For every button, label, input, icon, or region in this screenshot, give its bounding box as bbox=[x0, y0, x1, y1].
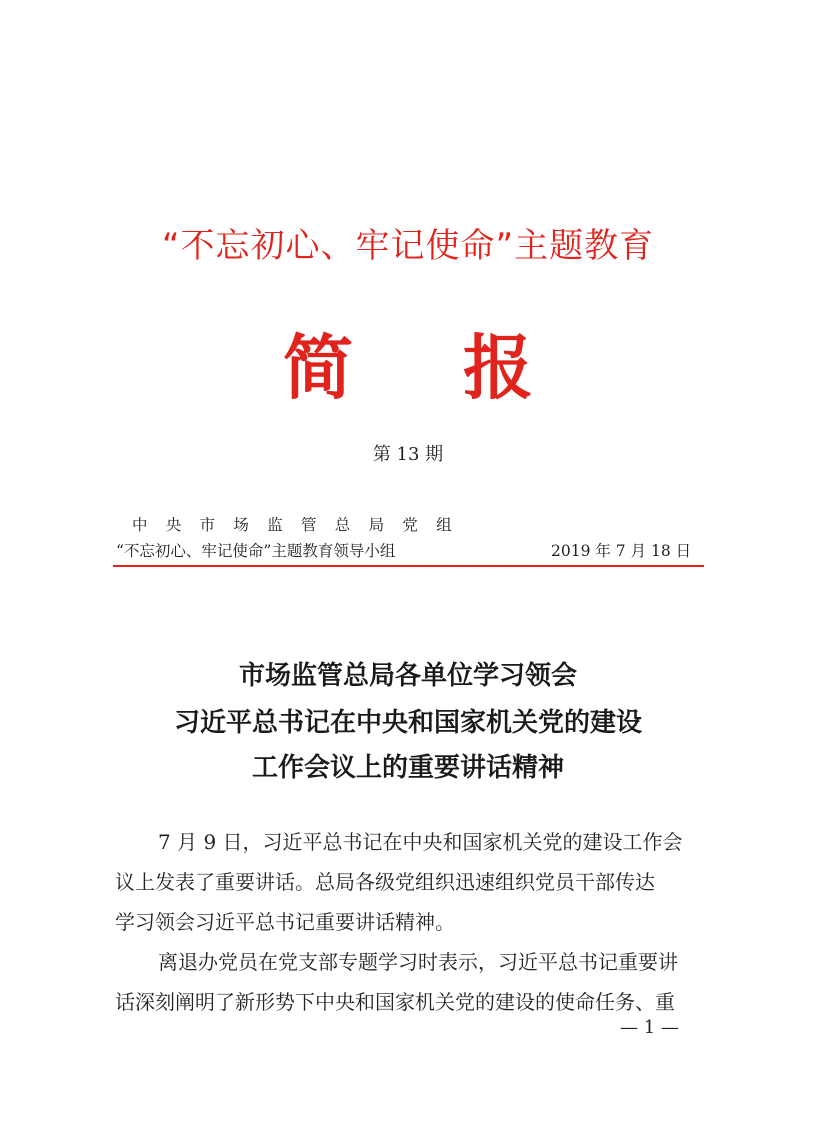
body-line-4: 离退办党员在党支部专题学习时表示，习近平总书记重要讲 bbox=[158, 950, 678, 974]
issuer-line-1: 中央市场监管总局党组 bbox=[132, 516, 471, 534]
body-line-3: 学习领会习近平总书记重要讲话精神。 bbox=[115, 910, 455, 934]
page-number: — 1 — bbox=[620, 1017, 679, 1038]
issue-number: 第 13 期 bbox=[372, 444, 444, 465]
body-line-2: 议上发表了重要讲话。总局各级党组织迅速组织党员干部传达 bbox=[115, 870, 655, 894]
issuer-line-2: “不忘初心、牢记使命”主题教育领导小组 bbox=[116, 542, 396, 560]
bulletin-title bbox=[0, 312, 816, 413]
article-headline-line-1: 市场监管总局各单位学习领会 bbox=[238, 661, 577, 691]
body-line-5: 话深刻阐明了新形势下中央和国家机关党的建设的使命任务、重 bbox=[115, 990, 675, 1014]
header-divider bbox=[113, 565, 704, 567]
body-line-1: 7 月 9 日，习近平总书记在中央和国家机关党的建设工作会 bbox=[158, 830, 683, 854]
theme-heading: “不忘初心、牢记使命”主题教育 bbox=[161, 226, 655, 266]
bulletin-title-char-1: 简 bbox=[283, 326, 353, 409]
bulletin-title-char-2: 报 bbox=[463, 326, 533, 409]
issue-date: 2019 年 7 月 18 日 bbox=[551, 542, 692, 560]
article-headline-line-3: 工作会议上的重要讲话精神 bbox=[251, 753, 564, 783]
article-headline-line-2: 习近平总书记在中央和国家机关党的建设 bbox=[173, 708, 642, 738]
